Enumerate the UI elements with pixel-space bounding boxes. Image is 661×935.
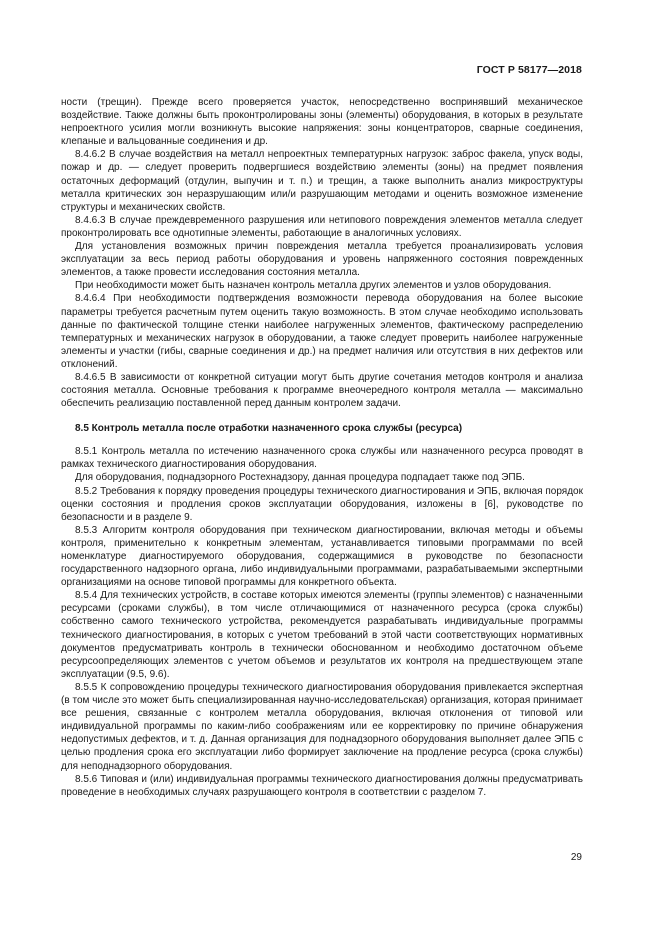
paragraph-8-5-4: 8.5.4 Для технических устройств, в составе которых имеются элементы (группы элементов) с назначенными ресурсами (сроками службы), в том числе отличающимися от назначенного ресурса (срока службы) собственно самого технического устройства, рекомендуется разрабатывать индивидуальные программы технического диагностирования, в которых с учетом требований в этой части соответствующих нормативных документов предусматривать контроль в технически обоснованном и необходимо достаточном объеме ресурсоопределяющих элементов с учетом объемов и результатов их контроля на предшествующем этапе эксплуатации (9.5, 9.6). [61, 590, 583, 680]
paragraph-continuation: ности (трещин). Прежде всего проверяется участок, непосредственно воспринявший механическое воздействие. Также должны быть проконтролированы зоны (элементы) оборудования, в которых в результате непроектного усилия могли возникнуть высокие напряжения: зоны концентраторов, сварные соединения, клепаные и вальцованные соединения и др. [61, 97, 583, 148]
paragraph-other-elements: При необходимости может быть назначен контроль металла других элементов и узлов оборудования. [75, 280, 552, 292]
paragraph-rostekhnadzor: Для оборудования, поднадзорного Ростехнадзору, данная процедура подпадает также под ЭПБ. [75, 472, 525, 484]
paragraph-8-5-2: 8.5.2 Требования к порядку проведения процедуры технического диагностирования и ЭПБ, включая порядок оценки состояния и продления сроков эксплуатации оборудования, изложены в [6], руководстве по безопасности и в разделе 9. [61, 485, 583, 523]
page-number: 29 [570, 852, 582, 863]
paragraph-8-5-6: 8.5.6 Типовая и (или) индивидуальная программы технического диагностирования должны предусматривать проведение в необходимых случаях разрушающего контроля в соответствии с разделом 7. [61, 773, 583, 798]
section-heading-8-5: 8.5 Контроль металла после отработки назначенного срока службы (ресурса) [75, 423, 463, 435]
paragraph-8-4-6-5: 8.4.6.5 В зависимости от конкретной ситуации могут быть другие сочетания методов контроля и анализа состояния металла. Основные требования к программе внеочередного контроля металла — максимально обеспечить реализацию поставленной перед данным контролем задачи. [61, 371, 583, 410]
paragraph-damage-causes: Для установления возможных причин повреждения металла требуется проанализировать условия эксплуатации за весь период работы оборудования и уровень напряженного состояния поврежденных элементов, а также провести исследования состояния металла. [61, 241, 583, 279]
paragraph-8-5-1: 8.5.1 Контроль металла по истечению назначенного срока службы или назначенного ресурса проводят в рамках технического диагностирования оборудования. [61, 446, 583, 471]
document-header: ГОСТ Р 58177—2018 [476, 64, 582, 76]
document-body [61, 96, 583, 799]
paragraph-8-4-6-3: 8.4.6.3 В случае преждевременного разрушения или нетипового повреждения элементов металла следует проконтролировать все однотипные элементы, работающие в аналогичных условиях. [61, 214, 583, 239]
paragraph-8-4-6-2: 8.4.6.2 В случае воздействия на металл непроектных температурных нагрузок: заброс факела, упуск воды, пожар и др. — следует проверить подвергшиеся воздействию элементы (зоны) на предмет появления остаточных деформаций (отдулин, выпучин и т. п.) и трещин, а также выполнить анализ микроструктуры металла критических зон неразрушающим или/и разрушающим методами и оценить возможное изменение структуры и механических свойств. [61, 149, 583, 213]
paragraph-8-5-3: 8.5.3 Алгоритм контроля оборудования при техническом диагностировании, включая методы и объемы контроля, применительно к конкретным элементам, устанавливается типовыми программами по всей номенклатуре диагностируемого оборудования, содержащимися в руководстве по безопасности государственного надзорного органа, либо индивидуальными программами, разрабатываемыми экспертными организациями на основе типовой программы для конкретного объекта. [61, 524, 583, 589]
paragraph-8-5-5: 8.5.5 К сопровождению процедуры технического диагностирования оборудования привлекается экспертная (в том числе это может быть специализированная научно-исследовательская) организация, которая принимает все решения, связанные с контролем металла оборудования, включая отклонения от типовой или индивидуальной программы по каким-либо соображениям или ее корректировку по причине обнаружения недопустимых дефектов, и т. д. Данная организация для поднадзорного оборудования выполняет далее ЭПБ с целью продления срока его эксплуатации либо формирует заключение на продление ресурса (срока службы) для неподнадзорного оборудования. [61, 681, 583, 772]
paragraph-8-4-6-4: 8.4.6.4 При необходимости подтверждения возможности перевода оборудования на более высокие параметры требуется расчетным путем оценить такую возможность. В этом случае необходимо использовать данные по фактической толщине стенки наиболее нагруженных элементов, фактическому распределению температурных и механических нагрузок в оборудовании, а также следует проверить наиболее нагруженные элементы и участки (гибы, сварные соединения и др.) на предмет наличия или отсутствия в них дефектов или отклонений. [61, 293, 583, 370]
